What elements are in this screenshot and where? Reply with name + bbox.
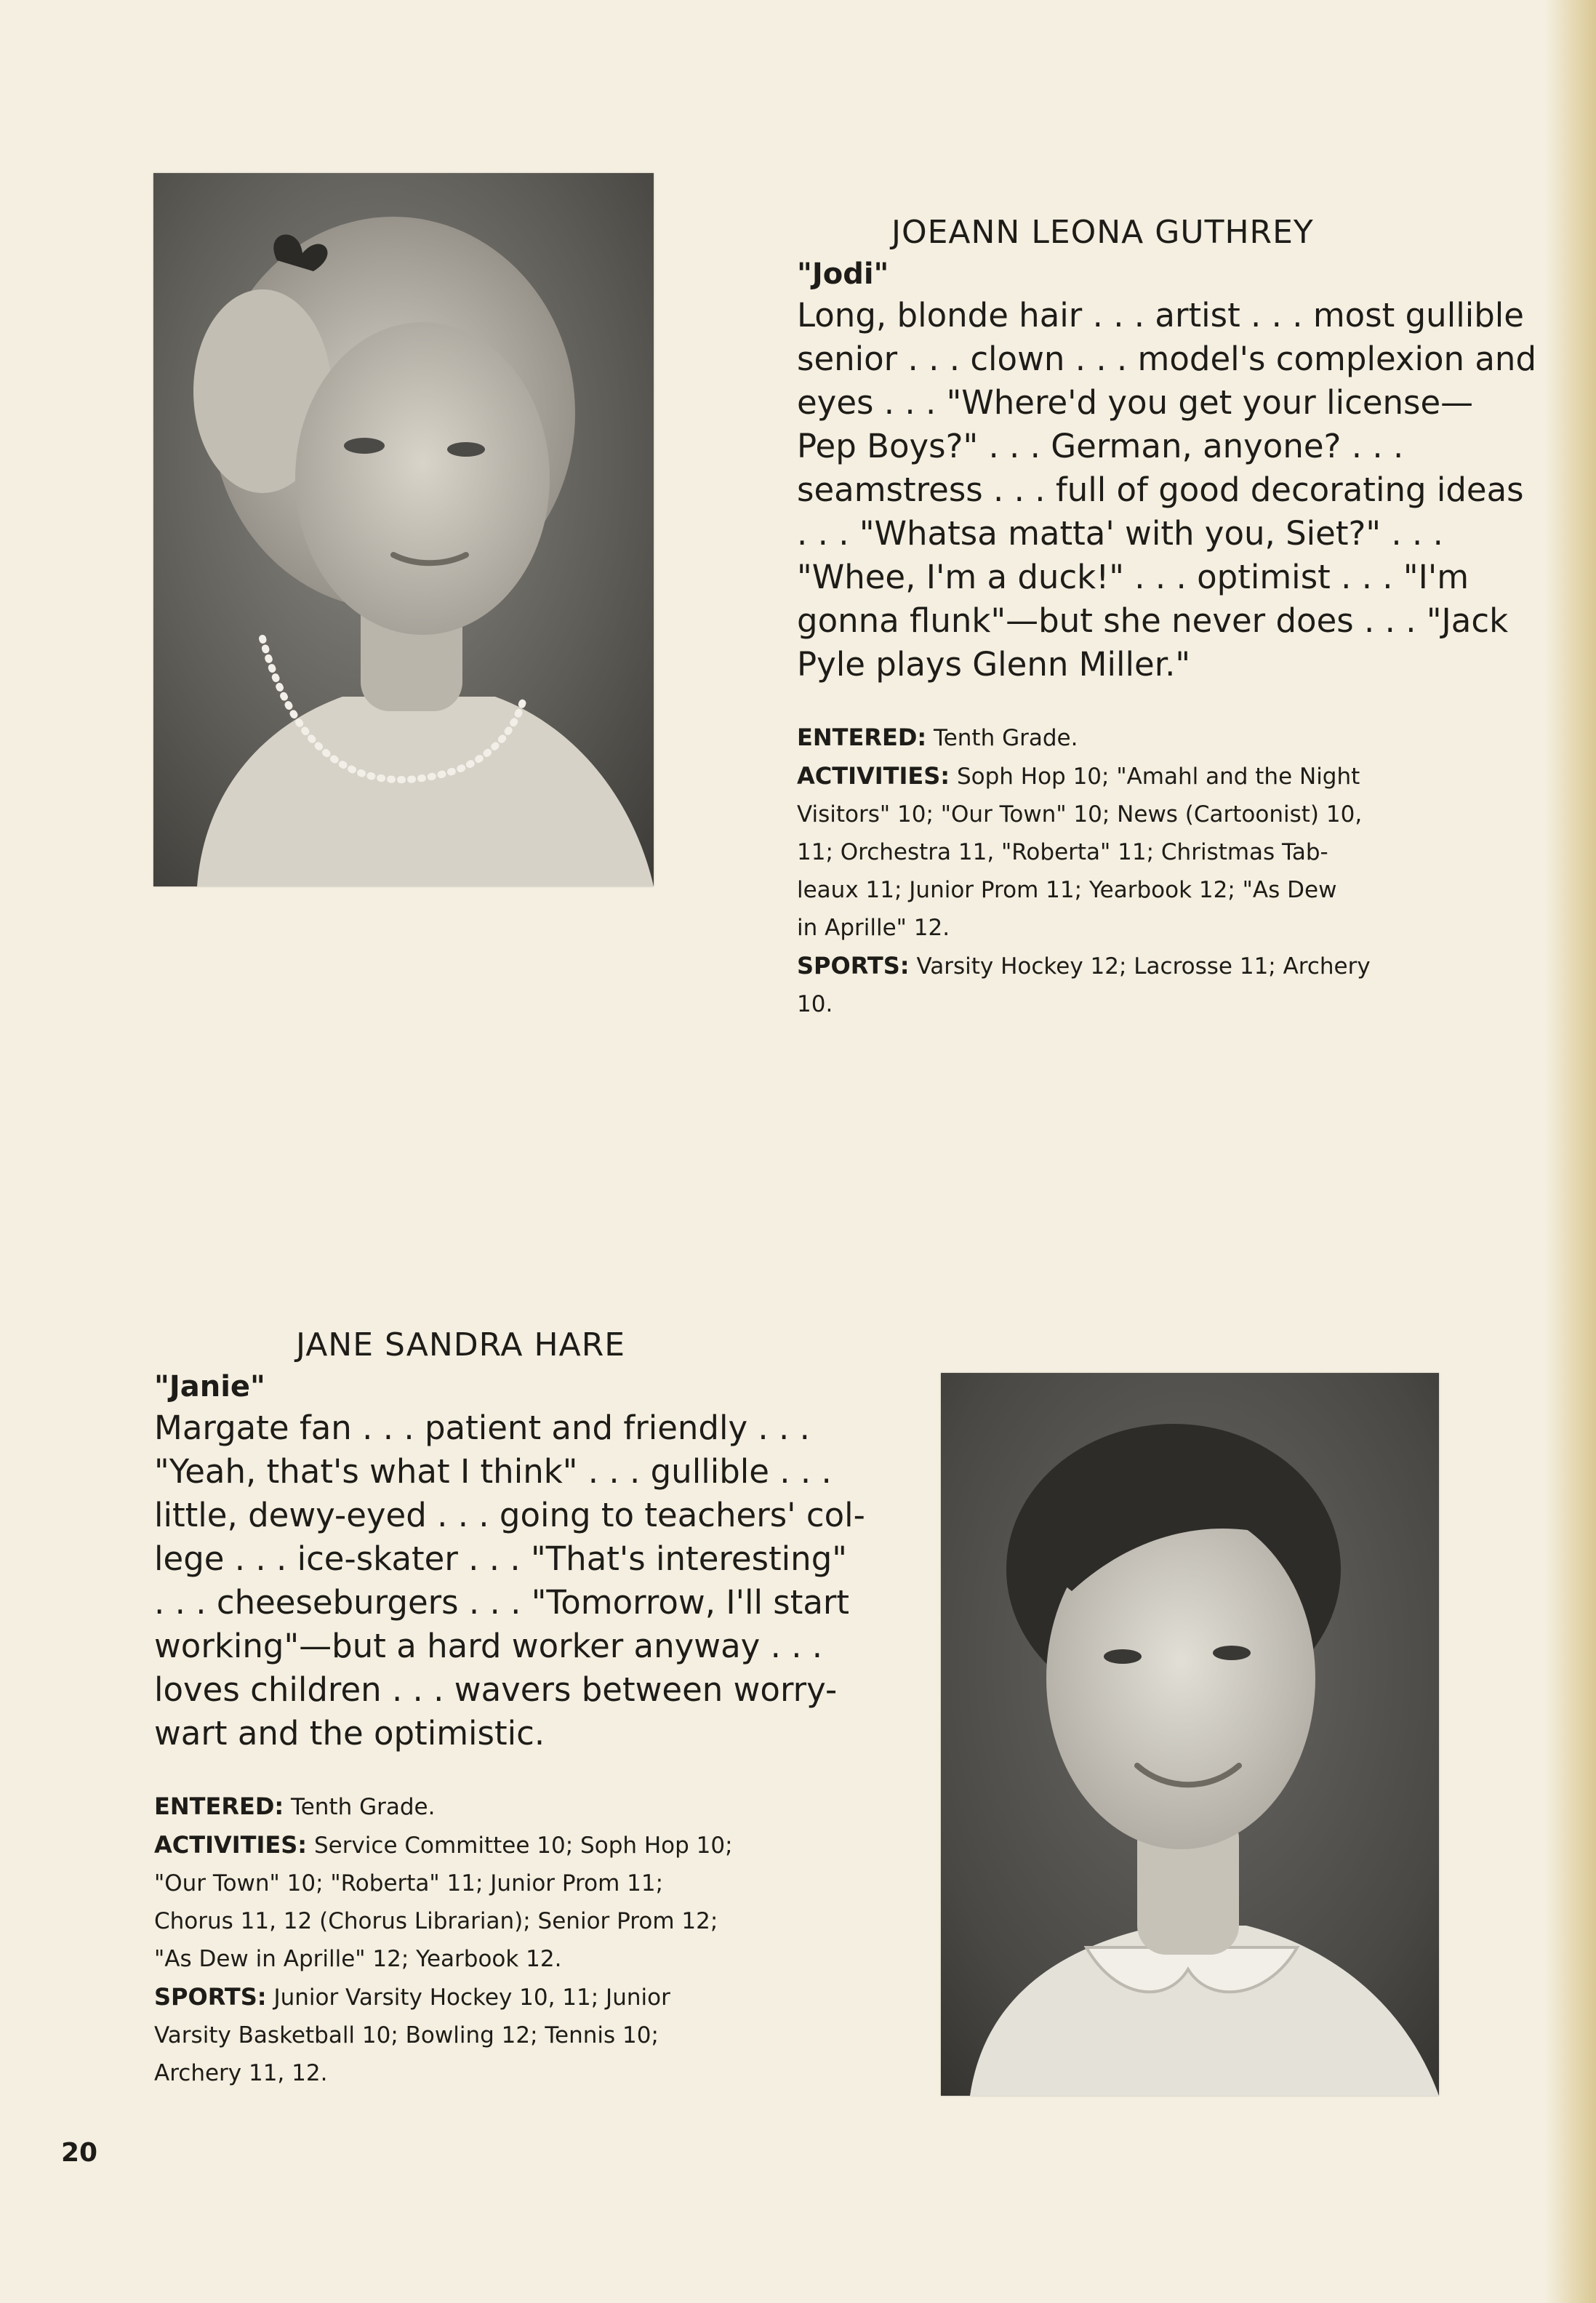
senior-name: JOEANN LEONA GUTHREY [891,214,1314,251]
sports-line: Archery 11, 12. [154,2060,328,2086]
activities-line [797,757,1451,796]
portrait-photo-hare [941,1373,1439,2096]
senior-bio [797,294,1537,686]
bio-line: Long, blonde hair . . . artist . . . most gullible [797,296,1524,335]
senior-name: JANE SANDRA HARE [296,1326,626,1363]
sports-label: SPORTS: [797,952,910,980]
activities-text: Service Committee 10; Soph Hop 10; [313,1833,733,1859]
page-number: 20 [61,2138,98,2168]
portrait-photo-icon [153,173,654,886]
bio-line: little, dewy-eyed . . . going to teachers' col- [154,1496,865,1534]
sports-line: Varsity Basketball 10; Bowling 12; Tennis 10; [154,2022,659,2048]
bio-line: Margate fan . . . patient and friendly . . . [154,1409,810,1447]
sports-text: Varsity Hockey 12; Lacrosse 11; Archery [916,953,1371,980]
entered-label: ENTERED: [797,724,927,751]
bio-line: Pep Boys?" . . . German, anyone? . . . [797,427,1404,465]
bio-line: . . . cheeseburgers . . . "Tomorrow, I'll start [154,1583,850,1622]
activities-label: ACTIVITIES: [797,762,950,790]
senior-entry-guthrey [797,211,1537,1023]
activities-line: Chorus 11, 12 (Chorus Librarian); Senior Prom 12; [154,1908,718,1934]
sports-text: Junior Varsity Hockey 10, 11; Junior [273,1984,670,2011]
page-edge-shading [1545,0,1596,2303]
entered-line [154,1787,809,1826]
senior-entry-hare [154,1323,865,2092]
activities-line: "Our Town" 10; "Roberta" 11; Junior Prom 11; [154,1870,664,1897]
bio-line: eyes . . . "Where'd you get your license— [797,383,1474,422]
bio-line: loves children . . . wavers between worry- [154,1670,838,1709]
senior-nickname: "Janie" [154,1370,265,1403]
activities-line: leaux 11; Junior Prom 11; Yearbook 12; "As Dew [797,877,1337,903]
bio-line: lege . . . ice-skater . . . "That's interesting" [154,1539,847,1578]
bio-line: wart and the optimistic. [154,1714,545,1753]
activities-line: "As Dew in Aprille" 12; Yearbook 12. [154,1946,562,1972]
bio-line: Pyle plays Glenn Miller." [797,645,1191,684]
activities-line [154,1826,809,1865]
activities-label: ACTIVITIES: [154,1831,308,1859]
bio-line: gonna flunk"—but she never does . . . "Jack [797,601,1509,640]
sports-line [154,1978,809,2016]
bio-line: . . . "Whatsa matta' with you, Siet?" . . . [797,514,1443,553]
activities-line: Visitors" 10; "Our Town" 10; News (Cartoonist) 10, [797,801,1363,828]
entered-value: Tenth Grade. [291,1794,436,1820]
activities-text: Soph Hop 10; "Amahl and the Night [956,764,1360,790]
sports-label: SPORTS: [154,1983,267,2011]
bio-line: seamstress . . . full of good decorating ideas [797,470,1524,509]
senior-nickname: "Jodi" [797,257,889,291]
sports-line [797,947,1451,985]
senior-facts [797,718,1451,1023]
entered-value: Tenth Grade. [934,725,1078,751]
bio-line: "Yeah, that's what I think" . . . gullible . . . [154,1452,832,1491]
sports-line: 10. [797,991,833,1017]
activities-line: in Aprille" 12. [797,915,950,941]
senior-bio [154,1406,865,1755]
entered-line [797,718,1451,757]
entered-label: ENTERED: [154,1793,284,1820]
activities-line: 11; Orchestra 11, "Roberta" 11; Christmas Tab- [797,839,1328,865]
portrait-photo-guthrey [153,173,654,886]
bio-line: working"—but a hard worker anyway . . . [154,1627,823,1665]
bio-line: senior . . . clown . . . model's complexion and [797,340,1537,378]
bio-line: "Whee, I'm a duck!" . . . optimist . . . "I'm [797,558,1469,596]
senior-facts [154,1787,809,2092]
portrait-photo-icon [941,1373,1439,2096]
